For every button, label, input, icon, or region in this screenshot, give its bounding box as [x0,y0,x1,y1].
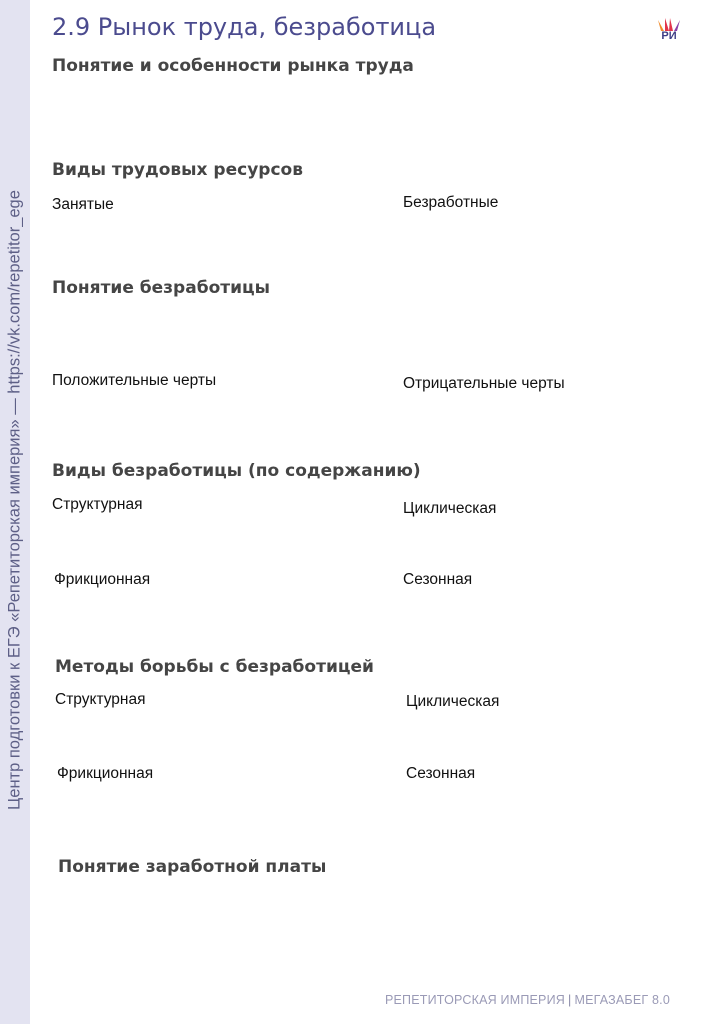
footer-caption [385,993,670,1007]
crown-logo-icon [655,17,683,45]
heading-wages: Понятие заработной платы [58,857,327,877]
item-negative-traits: Отрицательные черты [403,375,565,392]
footer-event: МЕГАЗАБЕГ 8.0 [574,993,670,1007]
heading-unemployment-methods: Методы борьбы с безработицей [55,657,374,677]
item-unemployed: Безработные [403,194,499,211]
logo-text: РИ [661,30,677,42]
item-positive-traits: Положительные черты [52,372,217,389]
heading-unemployment-types: Виды безработицы (по содержанию) [52,461,421,481]
item-methods-seasonal: Сезонная [406,765,476,782]
item-employed: Занятые [52,196,114,213]
footer-brand: РЕПЕТИТОРСКАЯ ИМПЕРИЯ [384,993,566,1007]
heading-unemployment-concept: Понятие безработицы [52,278,270,298]
sidebar-band [0,0,30,1024]
item-methods-structural: Структурная [55,691,146,708]
sidebar-caption: Центр подготовки к ЕГЭ «Репетиторская империя» — https://vk.com/repetitor_ege [5,190,24,810]
heading-labor-resources: Виды трудовых ресурсов [52,160,303,180]
footer-separator: | [568,993,572,1007]
item-cyclical: Циклическая [403,500,497,517]
item-structural: Структурная [52,496,143,513]
item-frictional: Фрикционная [54,571,151,588]
item-seasonal: Сезонная [403,571,473,588]
heading-labor-market: Понятие и особенности рынка труда [52,56,414,76]
page-title: 2.9 Рынок труда, безработица [52,13,437,41]
item-methods-cyclical: Циклическая [406,693,500,710]
item-methods-frictional: Фрикционная [57,765,154,782]
